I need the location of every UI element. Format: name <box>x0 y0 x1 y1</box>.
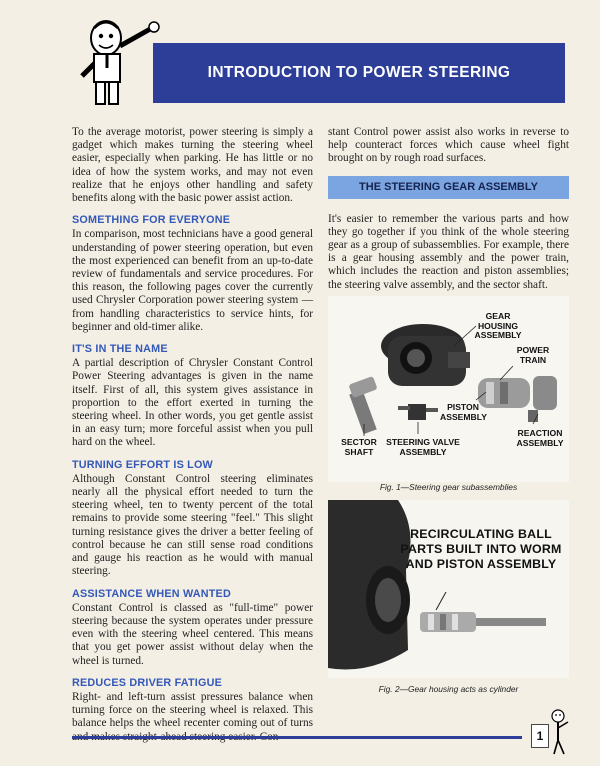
page-number: 1 <box>531 724 549 748</box>
section-body: In comparison, most technicians have a good general understanding of power steering operation, but even the most experienced can benefit from an up-to-date review of fundamentals and service procedures. For this reason, the following pages cover the currently used Chrysler Corporation power steering system — from handling characteristics to service hints, for beginner and old-timer alike. <box>72 228 313 333</box>
callout-reaction-assembly: REACTION ASSEMBLY <box>516 428 564 448</box>
figure-2-caption: Fig. 2—Gear housing acts as cylinder <box>378 684 519 694</box>
section-heading: REDUCES DRIVER FATIGUE <box>72 676 222 689</box>
callout-gear-housing: GEAR HOUSING ASSEMBLY <box>474 311 522 340</box>
page-title: INTRODUCTION TO POWER STEERING <box>207 64 511 81</box>
section-heading: SOMETHING FOR EVERYONE <box>72 214 231 227</box>
continuation-paragraph: stant Control power assist also works in reverse to help counteract forces which cause wheel fight brought on by rough road surfaces. <box>328 126 569 165</box>
section-body: A partial description of Chrysler Constant Control Power Steering advantages is given in the name itself. First of all, this system gives assistance in proportion to the effort exerted in turning the steering wheel. In other words, you get gentle assist in an easy turn; more forceful assist when you pull hard on the wheel. <box>72 357 313 449</box>
mascot-illustration <box>72 16 160 106</box>
mascot-small-icon <box>540 708 572 758</box>
callout-power-train: POWER TRAIN <box>516 345 550 365</box>
callout-steering-valve: STEERING VALVE ASSEMBLY <box>386 437 460 457</box>
callout-sector-shaft: SECTOR SHAFT <box>341 437 377 457</box>
section-body: Constant Control is classed as "full-time" power steering because the system operates under pressure even with the steering wheel centered. This means that you get power assist without delay when the wheel is turned. <box>72 601 313 667</box>
section-title: THE STEERING GEAR ASSEMBLY <box>359 180 538 193</box>
section-heading: IT'S IN THE NAME <box>72 343 168 356</box>
figure-2-callout: RECIRCULATING BALL PARTS BUILT INTO WORM AND PISTON ASSEMBLY <box>400 527 562 571</box>
section-heading: ASSISTANCE WHEN WANTED <box>72 587 231 600</box>
figure-1-caption: Fig. 1—Steering gear subassemblies <box>379 482 518 492</box>
section-body: Although Constant Control steering eliminates nearly all the physical effort needed to turn the steering wheel, ten to twenty percent of the total remains to provide some steering "feel." This slight turning resistance gives the driver a better feeling of control because he can still sense road conditions and gauge his reaction as he would with manual steering. <box>72 472 313 578</box>
left-column <box>72 126 313 753</box>
intro-paragraph: To the average motorist, power steering is simply a gadget which makes turning the steering wheel easier, especially when parking. He has little or no idea of how the system works, and may not even realize that he enjoys other handling and safety benefits along with the basic power assist action. <box>72 126 313 205</box>
steering-gear-paragraph: It's easier to remember the various parts and how they go together if you think of the whole steering gear as a group of subassemblies. For example, there is a gear housing assembly and the power train, which includes the reaction and piston assemblies; the steering valve assembly, and the sector shaft. <box>328 212 569 291</box>
right-column <box>328 126 569 301</box>
callout-piston-assembly: PISTON ASSEMBLY <box>440 402 487 422</box>
section-title-bar <box>328 176 569 199</box>
section-body: Right- and left-turn assist pressures balance when turning force on the steering wheel is relaxed. This balance helps the wheel recenter coming out of turns <box>72 690 313 730</box>
bottom-rule <box>72 736 522 739</box>
section-heading: TURNING EFFORT IS LOW <box>72 458 213 471</box>
title-bar <box>153 43 565 103</box>
